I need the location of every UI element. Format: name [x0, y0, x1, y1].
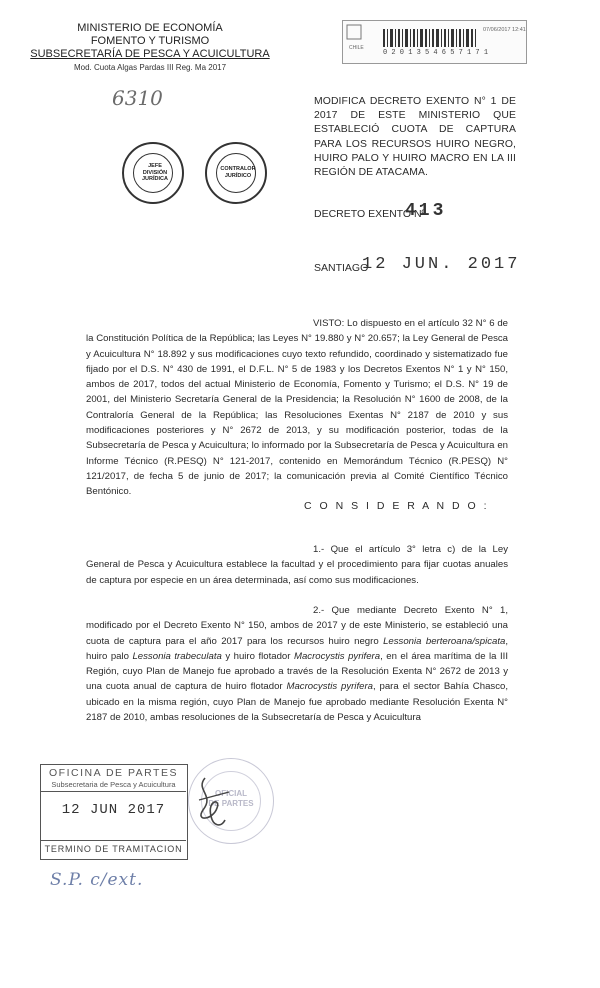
handwritten-number: 6310 — [112, 86, 163, 110]
stamp-date: 12 JUN 2017 — [61, 802, 166, 818]
subsecretaria-name: SUBSECRETARÍA DE PESCA Y ACUICULTURA — [30, 48, 270, 60]
ministry-header — [0, 22, 300, 74]
seal-contralor-juridico — [205, 142, 267, 204]
seal-right-text: CONTRALOR JURÍDICO — [220, 166, 256, 179]
seal-division-juridica — [122, 142, 184, 204]
seal-left-text: JEFE DIVISIÓN JURÍDICA — [142, 163, 168, 182]
barcode-number: 0 2 0 1 3 5 4 6 5 7 1 7 1 — [383, 49, 489, 57]
svg-text:CHILE: CHILE — [349, 45, 364, 51]
stamp-footer: TERMINO DE TRAMITACION — [44, 844, 183, 854]
stamp-title: OFICINA DE PARTES — [49, 767, 178, 779]
decree-title: MODIFICA DECRETO EXENTO N° 1 DE 2017 DE ESTE MINISTERIO QUE ESTABLECIÓ CUOTA DE CAPTURA PARA LOS RECURSOS HUIRO NEGRO, HUIRO PALO Y HUIRO MACRO EN LA III REGIÓN DE ATACAMA. — [314, 96, 516, 179]
signature-icon — [185, 770, 255, 840]
considerando-heading: C O N S I D E R A N D O : — [304, 500, 490, 512]
handwritten-initials: S.P. c/ext. — [50, 870, 144, 890]
barcode-stamp — [342, 20, 527, 64]
file-reference: Mod. Cuota Algas Pardas III Reg. Ma 2017 — [73, 63, 227, 72]
oficina-partes-stamp — [40, 764, 188, 860]
considerando-2: 2.- Que mediante Decreto Exento N° 1, modificado por el Decreto Exento N° 150, ambos de 2017 y de este Ministerio, se estableció una cuota de captura para el año 2017 para los recursos huiro negro Lessonia berteroana/spicata, huiro palo Lessonia trabeculata y huiro flotador Macrocystis pyrifera, en el área marítima de la III Región, cuyo Plan de Manejo fue aprobado a través de la Resolución Exenta N° 2672 de 2013 y una cuota anual de captura de huiro flotador Macrocystis pyrifera, para el sector Bahía Chasco, ubicado en la misma región, cuyo Plan de Manejo fue aprobado mediante Resolución Exenta N° 2187 de 2010, ambas resoluciones de la Subsecretaría de Pesca y Acuicultura — [86, 605, 509, 724]
santiago-label: SANTIAGO — [314, 262, 369, 274]
decree-date: 12 JUN. 2017 — [362, 255, 521, 274]
stamp-subtitle: Subsecretaria de Pesca y Acuicultura — [51, 780, 176, 789]
stamp-divider — [41, 791, 186, 792]
round-stamp-text: OFICIAL DE PARTES — [208, 789, 254, 808]
stamp-divider — [41, 840, 186, 841]
decreto-number: 413 — [405, 201, 447, 221]
decreto-label: DECRETO EXENTO Nº — [314, 208, 426, 220]
ministry-name: MINISTERIO DE ECONOMÍA — [77, 22, 223, 34]
ministry-name-2: FOMENTO Y TURISMO — [90, 35, 210, 47]
visto-paragraph: VISTO: Lo dispuesto en el artículo 32 N° 6 de la Constitución Política de la República; las Leyes N° 19.880 y N° 20.657; la Ley General de Pesca y Acuicultura N° 18.892 y sus modificaciones cuyo texto refundido, coordinado y sistematizado fue fijado por el D.S. N° 430 de 1991, el D.F.L. N° 5 de 1983 y los Decretos Exentos N° 1 y N° 150, ambos de 2017, todos del actual Ministerio de Economía, Fomento y Turismo; el D.S. N° 19 de 2001, del Ministerio Secretaría General de la Presidencia; la Resolución N° 1600 de 2008, de la Contraloría General de la República; las Resoluciones Exentas N° 2187 de 2010 y sus modificaciones posteriores y N° 2672 de 2013, y su modificación posterior, todas de la Subsecretaría de Pesca y Acuicultura; lo informado por la Subsecretaría de Pesca y Acuicultura en Informe Técnico (R.PESQ) N° 121-2017, contenido en Memorándum Técnico (R.PESQ) N° 121/2017, de fecha 5 de junio de 2017; la comunicación previa al Comité Científico Técnico Bentónico. — [86, 318, 508, 498]
considerando-1: 1.- Que el artículo 3° letra c) de la Ley General de Pesca y Acuicultura establece la facultad y el procedimiento para fijar cuotas anuales de captura por especie en un área determinada, así como sus modificaciones. — [86, 544, 508, 586]
barcode-date: 07/06/2017 12:41 — [483, 27, 526, 33]
